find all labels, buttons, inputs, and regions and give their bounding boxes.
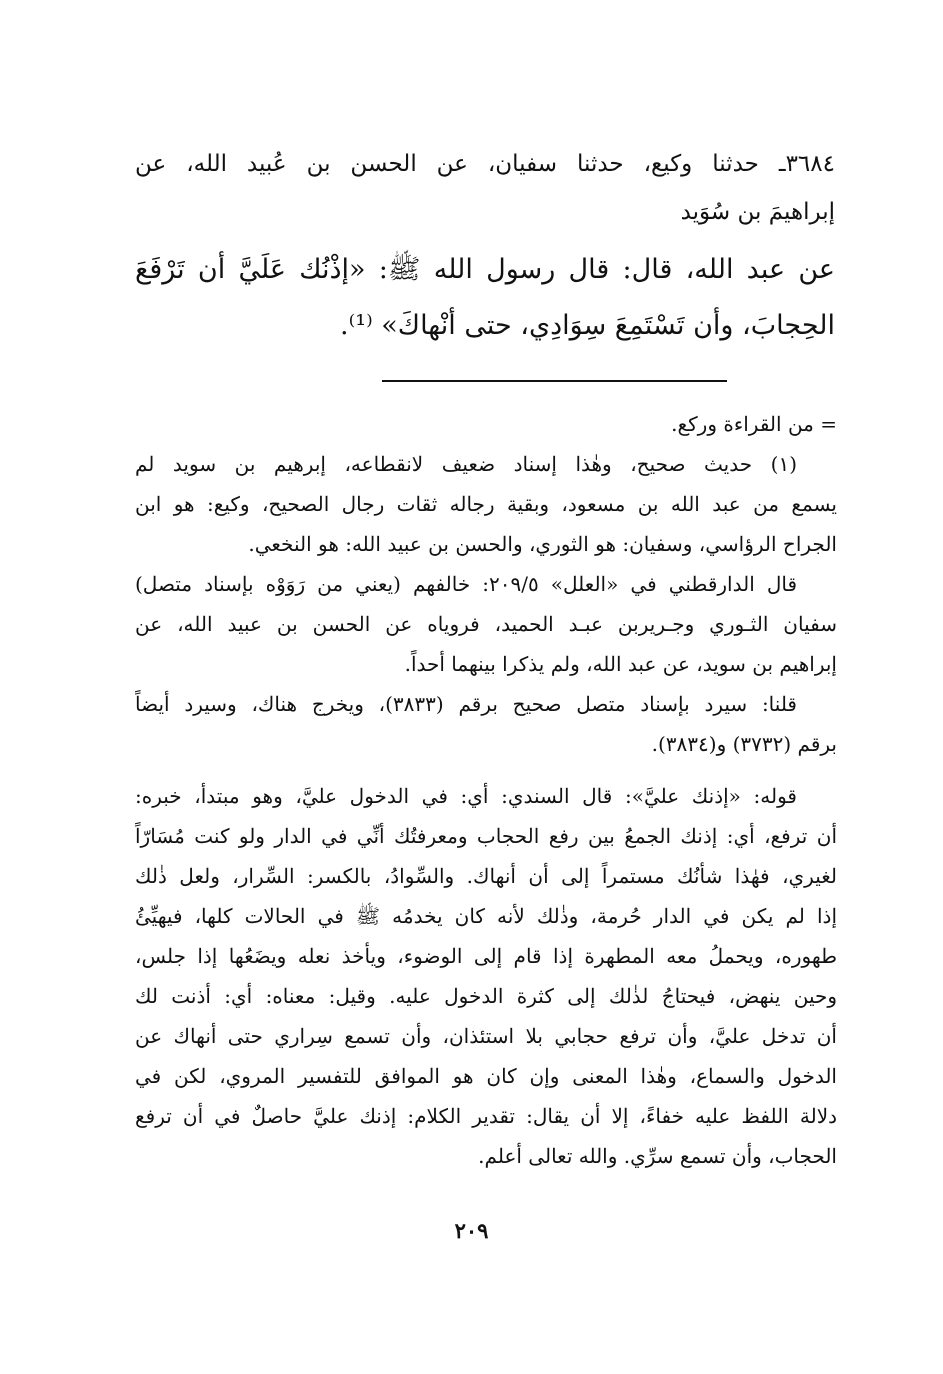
commentary bbox=[135, 776, 837, 1176]
qulna-line-1: قلنا: سيرد بإسناد متصل صحيح برقم (٣٨٣٣)، ويخرج هناك، وسيرد أيضاً bbox=[135, 692, 797, 716]
hadith-block bbox=[135, 140, 835, 354]
footnote-1-line-1: (١) حديث صحيح، وهٰذا إسناد ضعيف لانقطاعه، إبرهيم بن سويد لم bbox=[135, 452, 797, 476]
commentary-line-2: أن ترفع، أي: إذنك الجمعُ بين رفع الحجاب ومعرفتُك أنِّي في الدار ولو كنت مُسَارّاً bbox=[135, 824, 837, 848]
hadith-isnad-line-1: ٣٦٨٤ـ حدثنا وكيع، حدثنا سفيان، عن الحسن بن عُبيد الله، عن bbox=[135, 151, 835, 177]
commentary-line-7: أن تدخل عليَّ، وأن ترفع حجابي بلا استئذان، وأن تسمع سِراري حتى أنهاك عن bbox=[135, 1024, 837, 1048]
commentary-line-3: لغيري، فهٰذا شأنُك مستمراً إلى أن أنهاك. والسِّوادُ، بالكسر: السِّرار، ولعل ذٰلك bbox=[135, 864, 837, 888]
commentary-line-10: الحجاب، وأن تسمع سرِّي. والله تعالى أعلم. bbox=[478, 1144, 837, 1168]
commentary-line-1: قوله: «إذنك عليَّ»: قال السندي: أي: في الدخول عليَّ، وهو مبتدأ، خبره: bbox=[135, 784, 797, 808]
commentary-line-9: دلالة اللفظ عليه خفاءً، إلا أن يقال: تقدير الكلام: إذنك عليَّ حاصلٌ في أن ترفع bbox=[135, 1104, 837, 1128]
footnote-1-line-3: الجراح الرؤاسي، وسفيان: هو الثوري، والحسن بن عبيد الله: هو النخعي. bbox=[248, 532, 837, 556]
commentary-line-6: وحين ينهض، فيحتاجُ لذٰلك إلى كثرة الدخول عليه. وقيل: معناه: أي: أذنت لك bbox=[135, 984, 837, 1008]
daraqutni-line-1: قال الدارقطني في «العلل» ٢٠٩/٥: خالفهم (يعني من رَوَوْه بإسناد متصل) bbox=[135, 572, 798, 596]
footnote-1-line-2: يسمع من عبد الله بن مسعود، وبقية رجاله ثقات رجال الصحيح، وكيع: هو ابن bbox=[135, 492, 837, 516]
daraqutni-line-3: إبراهيم بن سويد، عن عبد الله، ولم يذكرا بينهما أحداً. bbox=[404, 652, 837, 676]
commentary-line-8: الدخول والسماع، وهٰذا المعنى وإن كان هو الموافق للتفسير المروي، لكن في bbox=[135, 1064, 837, 1088]
hadith-matn-line-1: عن عبد الله، قال: قال رسول الله ﷺ: «إذْنُك عَلَيَّ أن تَرْفَعَ bbox=[135, 254, 835, 285]
hadith-matn-line-2: الحِجابَ، وأن تَسْتَمِعَ سِوَادِي، حتى أنْهاكَ» ⁽¹⁾. bbox=[340, 310, 835, 341]
daraqutni-line-2: سفيان الثـوري وجـريربن عبـد الحميد، فروياه عن الحسن بن عبيد الله، عن bbox=[135, 612, 837, 636]
commentary-line-4: إذا لم يكن في الدار حُرمة، وذٰلك لأنه كان يخدمُه ﷺ في الحالات كلها، فيهيِّئُ bbox=[135, 904, 837, 928]
hadith-isnad-line-2: إبراهيمَ بن سُوَيد bbox=[680, 199, 835, 225]
page-number: ٢٠٩ bbox=[454, 1218, 489, 1243]
footnote-separator bbox=[382, 380, 727, 382]
commentary-line-5: طهوره، ويحملُ معه المطهرة إذا قام إلى الوضوء، ويأخذ نعله ويضَعُها إذا جلس، bbox=[135, 944, 837, 968]
footnotes bbox=[135, 404, 837, 1176]
footnote-continuation: = من القراءة وركع. bbox=[671, 412, 837, 436]
qulna-line-2: برقم (٣٧٣٢) و(٣٨٣٤). bbox=[651, 732, 837, 756]
